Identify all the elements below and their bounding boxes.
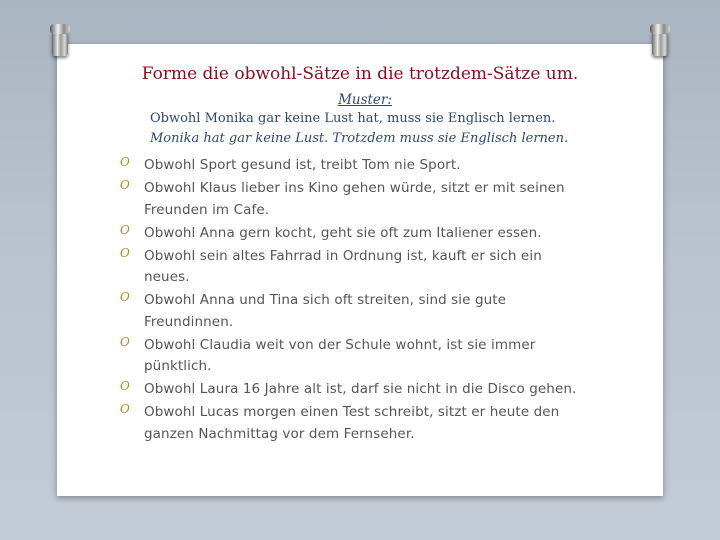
bullet-icon: O (120, 402, 130, 416)
slide-title: Forme die obwohl-Sätze in die trotzdem-Sätze um. (141, 64, 579, 84)
list-item (120, 401, 590, 444)
list-item (120, 245, 590, 288)
exercise-sentence: Obwohl Klaus lieber ins Kino gehen würde, sitzt er mit seinen Freunden im Cafe. (144, 180, 565, 218)
muster-label: Muster: (338, 92, 392, 108)
exercise-sentence: Obwohl sein altes Fahrrad in Ordnung ist, kauft er sich ein neues. (144, 247, 542, 285)
bullet-icon: O (120, 334, 130, 349)
bullet-icon: O (120, 178, 130, 192)
bullet-icon: O (120, 245, 130, 260)
bullet-icon: O (120, 379, 130, 393)
exercise-sentence: Obwohl Anna gern kocht, geht sie oft zum Italiener essen. (144, 224, 542, 241)
exercise-sentence: Obwohl Lucas morgen einen Test schreibt, sitzt er heute den ganzen Nachmittag vor dem Fernseher. (144, 404, 560, 442)
list-item (120, 177, 590, 220)
list-item (120, 154, 590, 176)
bullet-icon: O (120, 155, 130, 169)
list-item (120, 378, 590, 400)
exercise-sentence: Obwohl Claudia weit von der Schule wohnt, ist sie immer pünktlich. (144, 336, 536, 374)
bullet-icon: O (120, 222, 130, 237)
bullet-icon: O (120, 290, 130, 304)
example-transformed: Monika hat gar keine Lust. Trotzdem muss sie Englisch lernen. (150, 131, 569, 146)
exercise-list (120, 154, 590, 444)
exercise-sentence: Obwohl Sport gesund ist, treibt Tom nie Sport. (144, 157, 461, 173)
list-item (120, 289, 590, 332)
example-sentence: Obwohl Monika gar keine Lust hat, muss sie Englisch lernen. (150, 111, 556, 126)
pushpin-icon (52, 30, 68, 56)
list-item (120, 334, 590, 377)
exercise-sentence: Obwohl Laura 16 Jahre alt ist, darf sie nicht in die Disco gehen. (144, 381, 577, 397)
list-item (120, 222, 590, 244)
exercise-sentence: Obwohl Anna und Tina sich oft streiten, sind sie gute Freundinnen. (144, 292, 507, 330)
pushpin-icon (652, 30, 668, 56)
